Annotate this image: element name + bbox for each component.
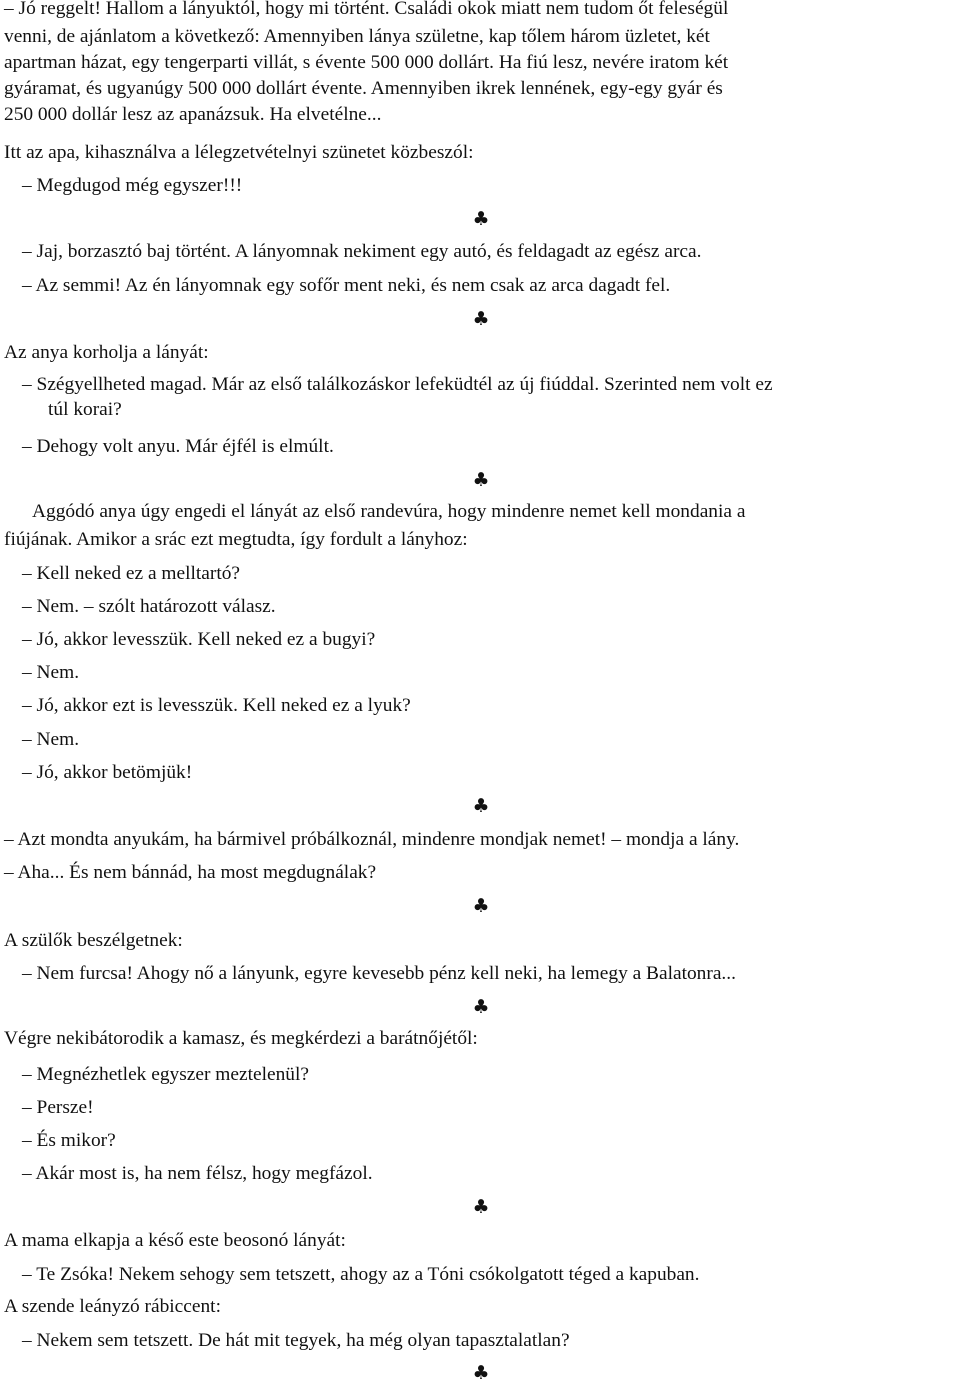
text-line: gyáramat, és ugyanúgy 500 000 dollárt évente. Amennyiben ikrek lennének, egy-egy gyár és: [4, 78, 723, 99]
club-separator-icon: ♣: [472, 895, 490, 917]
text-line: Végre nekibátorodik a kamasz, és megkérdezi a barátnőjétől:: [4, 1028, 478, 1049]
dialogue-line: – Jó, akkor ezt is levesszük. Kell neked ez a lyuk?: [22, 695, 411, 716]
club-separator-icon: ♣: [472, 208, 490, 230]
club-separator-icon: ♣: [472, 1196, 490, 1218]
dialogue-line: – És mikor?: [22, 1130, 116, 1151]
text-line: fiújának. Amikor a srác ezt megtudta, így fordult a lányhoz:: [4, 529, 468, 550]
club-separator-icon: ♣: [472, 1362, 490, 1384]
text-line: 250 000 dollár lesz az apanázsuk. Ha elvetélne...: [4, 104, 382, 125]
text-line: A mama elkapja a késő este beosonó lányát:: [4, 1230, 346, 1251]
text-line: A szende leányzó rábiccent:: [4, 1296, 221, 1317]
dialogue-line: – Nekem sem tetszett. De hát mit tegyek, ha még olyan tapasztalatlan?: [22, 1330, 570, 1351]
dialogue-line: – Nem.: [22, 729, 80, 750]
dialogue-line: – Nem.: [22, 662, 80, 683]
dialogue-line: – Megnézhetlek egyszer meztelenül?: [22, 1064, 309, 1085]
dialogue-line: – Jaj, borzasztó baj történt. A lányomnak nekiment egy autó, és feldagadt az egész arca.: [22, 241, 702, 262]
dialogue-line: – Nem. – szólt határozott válasz.: [22, 596, 276, 617]
dialogue-line: – Akár most is, ha nem félsz, hogy megfázol.: [22, 1163, 373, 1184]
text-line: Itt az apa, kihasználva a lélegzetvételnyi szünetet közbeszól:: [4, 142, 474, 163]
text-line: apartman házat, egy tengerparti villát, s évente 500 000 dollárt. Ha fiú lesz, nevére iratom két: [4, 52, 729, 73]
dialogue-line: – Az semmi! Az én lányomnak egy sofőr ment neki, és nem csak az arca dagadt fel.: [22, 275, 671, 296]
club-separator-icon: ♣: [472, 996, 490, 1018]
text-line: Aggódó anya úgy engedi el lányát az első randevúra, hogy mindenre nemet kell mondania a: [32, 501, 746, 522]
dialogue-line: – Megdugod még egyszer!!!: [22, 175, 243, 196]
text-line: Az anya korholja a lányát:: [4, 342, 209, 363]
dialogue-line: – Dehogy volt anyu. Már éjfél is elmúlt.: [22, 436, 334, 457]
text-line: venni, de ajánlatom a következő: Amennyiben lánya születne, kap tőlem három üzletet, két: [4, 26, 710, 47]
dialogue-line: – Jó, akkor betömjük!: [22, 762, 193, 783]
dialogue-line: – Persze!: [22, 1097, 94, 1118]
club-separator-icon: ♣: [472, 308, 490, 330]
dialogue-line: – Aha... És nem bánnád, ha most megdugnálak?: [4, 862, 377, 883]
club-separator-icon: ♣: [472, 469, 490, 491]
dialogue-line: túl korai?: [48, 399, 122, 420]
dialogue-line: – Te Zsóka! Nekem sehogy sem tetszett, ahogy az a Tóni csókolgatott téged a kapuban.: [22, 1264, 700, 1285]
club-separator-icon: ♣: [472, 795, 490, 817]
dialogue-line: – Azt mondta anyukám, ha bármivel próbálkoznál, mindenre mondjak nemet! – mondja a lány.: [4, 829, 740, 850]
text-line: A szülők beszélgetnek:: [4, 930, 183, 951]
dialogue-line: – Kell neked ez a melltartó?: [22, 563, 241, 584]
dialogue-line: – Jó, akkor levesszük. Kell neked ez a bugyi?: [22, 629, 376, 650]
dialogue-line: – Szégyellheted magad. Már az első találkozáskor lefeküdtél az új fiúddal. Szerinted nem volt ez: [22, 374, 773, 395]
text-line: – Jó reggelt! Hallom a lányuktól, hogy mi történt. Családi okok miatt nem tudom őt feleségül: [4, 0, 729, 19]
dialogue-line: – Nem furcsa! Ahogy nő a lányunk, egyre kevesebb pénz kell neki, ha lemegy a Balatonra...: [22, 963, 736, 984]
